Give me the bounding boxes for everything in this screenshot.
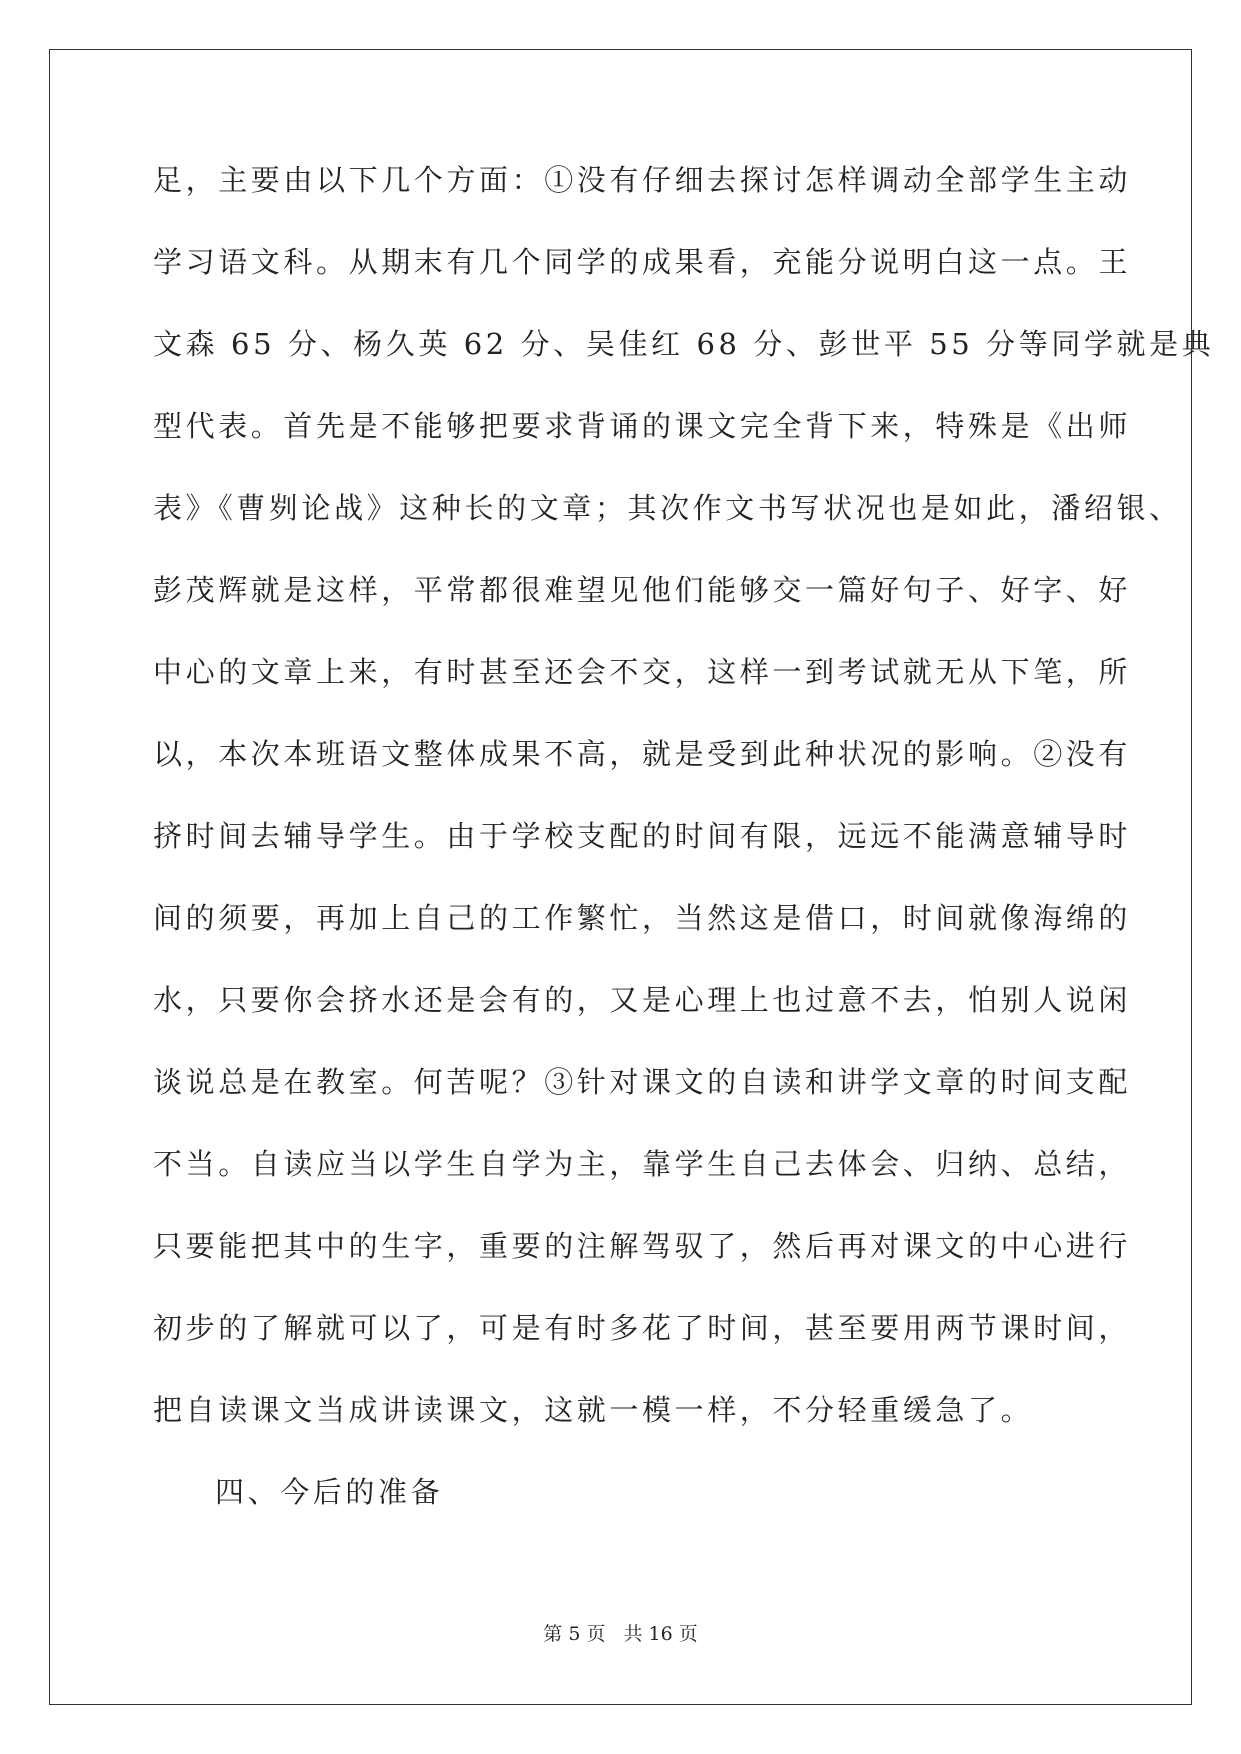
text-line: 型代表。首先是不能够把要求背诵的课文完全背下来，特殊是《出师 [153, 409, 1132, 443]
page-number: 第 5 页 [543, 1623, 606, 1645]
text-line: 彭茂辉就是这样，平常都很难望见他们能够交一篇好句子、好字、好 [153, 573, 1132, 607]
text-line: 把自读课文当成讲读课文，这就一模一样，不分轻重缓急了。 [153, 1393, 1034, 1427]
text-line: 表》《曹刿论战》这种长的文章；其次作文书写状况也是如此，潘绍银、 [153, 491, 1182, 525]
document-body [153, 160, 1215, 1554]
text-line: 初步的了解就可以了，可是有时多花了时间，甚至要用两节课时间， [153, 1311, 1132, 1345]
text-line: 谈说总是在教室。何苦呢？③针对课文的自读和讲学文章的时间支配 [153, 1065, 1132, 1099]
text-line: 中心的文章上来，有时甚至还会不交，这样一到考试就无从下笔，所 [153, 655, 1132, 689]
text-line: 水，只要你会挤水还是会有的，又是心理上也过意不去，怕别人说闲 [153, 983, 1132, 1017]
section-heading: 四、今后的准备 [215, 1475, 444, 1509]
text-line: 不当。自读应当以学生自学为主，靠学生自己去体会、归纳、总结， [153, 1147, 1132, 1181]
text-line: 学习语文科。从期末有几个同学的成果看，充能分说明白这一点。王 [153, 245, 1132, 279]
text-line: 只要能把其中的生字，重要的注解驾驭了，然后再对课文的中心进行 [153, 1229, 1132, 1263]
page-total: 共 16 页 [623, 1623, 698, 1645]
text-line: 挤时间去辅导学生。由于学校支配的时间有限，远远不能满意辅导时 [153, 819, 1132, 853]
text-line: 文森 65 分、杨久英 62 分、吴佳红 68 分、彭世平 55 分等同学就是典 [153, 327, 1215, 361]
text-line: 间的须要，再加上自己的工作繁忙，当然这是借口，时间就像海绵的 [153, 901, 1132, 935]
page-footer [0, 1622, 1241, 1646]
text-line: 足，主要由以下几个方面：①没有仔细去探讨怎样调动全部学生主动 [153, 163, 1132, 197]
text-line: 以，本次本班语文整体成果不高，就是受到此种状况的影响。②没有 [153, 737, 1132, 771]
